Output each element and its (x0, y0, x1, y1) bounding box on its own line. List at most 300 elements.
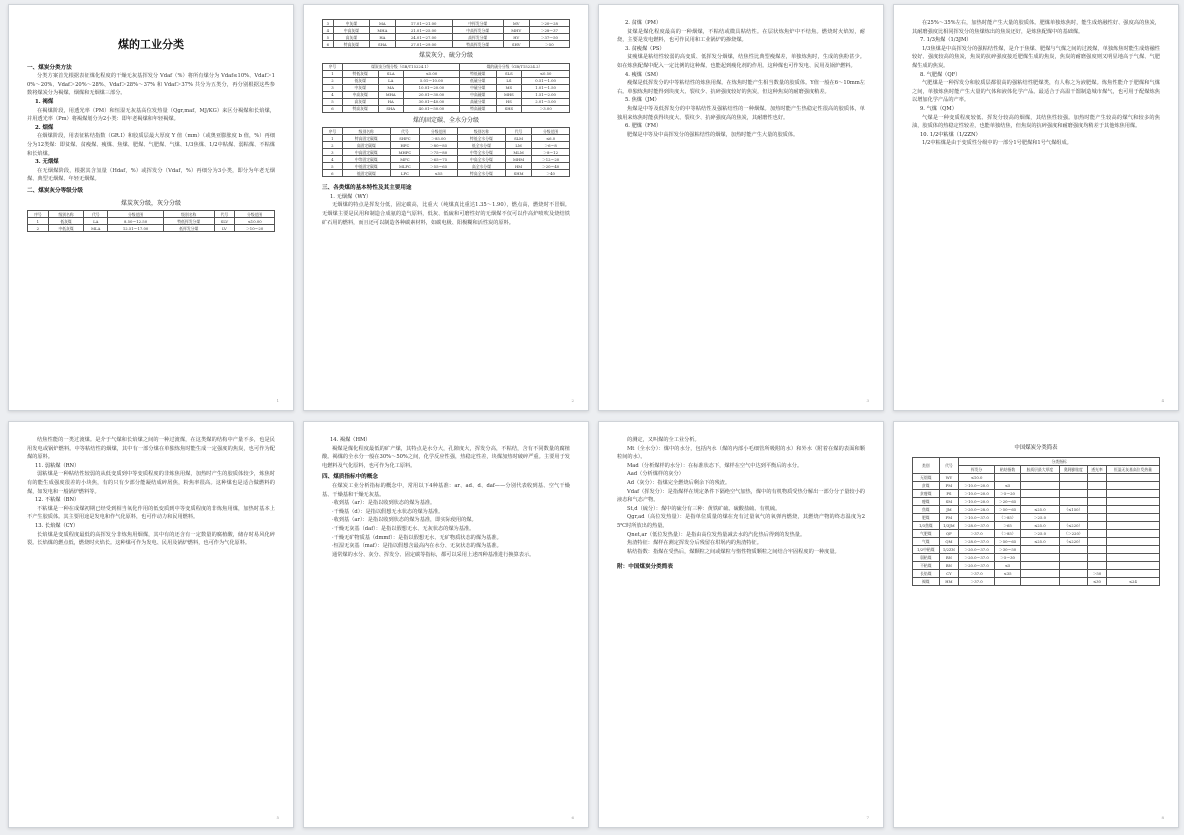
table-cell: ＞37.0 (959, 529, 995, 537)
table-cell: 弱粘煤 (913, 553, 940, 561)
table-cell: 高灰煤 (333, 34, 369, 41)
table-row (913, 513, 1160, 521)
table-cell: 1/3焦煤 (913, 521, 940, 529)
table-cell: 1/2ZN (939, 545, 959, 553)
table-cell: SHFC (390, 135, 419, 142)
table-cell: MS (496, 84, 522, 91)
table-row (323, 142, 570, 149)
table-cell: 2 (323, 77, 343, 84)
table-cell: 特高全水分煤 (457, 170, 505, 177)
paragraph: 不粘煤是一种在成煤初期已经受到相当氧化作用的低变质到中等变质程度的非炼焦用煤，加热时基本上不产生胶质体。其主要用途是发电和作气化原料，也可作动力和民用燃料。 (27, 505, 275, 521)
table-cell: 中灰煤 (333, 20, 369, 27)
table-cell: ＞40 (532, 170, 570, 177)
table-cell: ≤6.0 (532, 135, 570, 142)
table-header: 奥阿膨胀度 (1059, 465, 1088, 473)
table-cell: 1.01～1.50 (522, 84, 570, 91)
table-header: 煤的硫分分级（GB/T15224.2） (459, 63, 569, 70)
table-cell (1059, 577, 1088, 585)
table-cell: 6 (323, 41, 334, 48)
table-cell (1088, 481, 1107, 489)
paragraph: 1/3焦煤是中高挥发分的强粘结性煤，是介于焦煤、肥煤与气煤之间的过渡煤，单独炼焦时能生成熔融性较好、强度较高的焦炭，焦炭的抗碎强度接近肥煤生成的焦炭，焦炭的耐磨强度则又明显地高于气煤、气肥煤生成的焦炭。 (912, 45, 1160, 69)
table-cell (1106, 553, 1159, 561)
table-cell (1088, 505, 1107, 513)
table-cell: 1/2中粘煤 (913, 545, 940, 553)
paragraph: Mt（全水分）：煤中的水分，包括内水（煤的内部小毛细管所吸附的水）和外水（附着在煤的表面和颗粒间的水）。 (617, 445, 865, 461)
table-cell: ＞10.0～20.0 (959, 481, 995, 489)
table-cell: 6 (323, 105, 343, 112)
table-cell: ＞5～30 (994, 553, 1020, 561)
table-cell: （＞85） (994, 529, 1020, 537)
table-cell: MHV (503, 27, 529, 34)
subsection-heading: 7. 1/3焦煤（1/3JM） (920, 37, 972, 44)
table-cell: 中挥发分煤 (452, 20, 503, 27)
bullet-item: ·收到基（ar）：是指以收到状态的煤为基准，即实际使用的煤。 (332, 517, 477, 524)
table-cell: 焦煤 (913, 505, 940, 513)
table-cell (1059, 473, 1088, 481)
section-heading: 一、煤炭分类方法 (27, 64, 72, 71)
table-cell: ＞28.0～37.0 (959, 521, 995, 529)
table-row (323, 149, 570, 156)
table-row (323, 98, 570, 105)
table-cell: 5 (323, 163, 343, 170)
page-3 (598, 4, 884, 411)
table-header: 胶质层最大厚度 (1021, 465, 1059, 473)
table-row (28, 225, 275, 232)
table-cell: 高全水分煤 (457, 163, 505, 170)
table-cell: QF (939, 529, 959, 537)
table-caption: 煤炭灰分级，灰分分级 (120, 199, 181, 207)
table-cell: 高灰煤 (342, 98, 378, 105)
table-cell: 5.01～10.00 (403, 77, 459, 84)
table-cell (1106, 561, 1159, 569)
table-cell (994, 473, 1020, 481)
table-row (913, 529, 1160, 537)
page-number: 3 (866, 398, 869, 404)
paragraph: 在无烟煤阶段，根据其含氢量（Hdaf，%）或挥发分（Vdaf，%）再细分为3小类，即分为年老无烟煤、典型无烟煤、年轻无烟煤。 (27, 167, 275, 183)
table-cell: SLS (496, 70, 522, 77)
table-cell: 中等固定碳煤 (342, 156, 390, 163)
bullet-item: ·收到基（ar）：是指以收到状态的煤为基准。 (332, 500, 436, 507)
table-header: 级别名称 (164, 211, 214, 218)
table-cell (994, 577, 1020, 585)
table-cell (1088, 489, 1107, 497)
table-cell: ＞50 (529, 41, 569, 48)
table-cell: 特高挥发分煤 (452, 41, 503, 48)
table-cell: ＞20.0～37.0 (959, 553, 995, 561)
paragraph: Vdaf（挥发分）：是指煤样在规定条件下隔绝空气加热，煤中的有机物质受热分解出一部分分子量较小的液态和气态产物。 (617, 488, 865, 504)
table-cell (1106, 489, 1159, 497)
table-caption: 煤炭灰分、硫分分级 (418, 52, 473, 59)
table-cell: MV (503, 20, 529, 27)
page-number: 7 (866, 815, 869, 821)
ash-volatile-table (27, 210, 275, 232)
table-header: 代号 (390, 128, 419, 135)
page-number: 4 (1161, 398, 1164, 404)
table-row (913, 545, 1160, 553)
table-header: 类别 (913, 457, 940, 473)
table-header: 分级范围 (420, 128, 458, 135)
paragraph: 在煤炭工业分析指标的概念中，常用以下4种基准：ar、ad、d、daf——分别代表收到基、空气干燥基、干燥基和干燥无灰基。 (322, 482, 570, 498)
table-cell (1106, 537, 1159, 545)
table-cell (1021, 497, 1059, 505)
table-cell: 1 (323, 135, 343, 142)
table-cell: 特高灰煤 (333, 41, 369, 48)
subsection-heading: 3. 贫瘦煤（PS） (625, 45, 665, 52)
coal-classification-table (912, 457, 1160, 586)
table-cell: ＞80～85 (420, 142, 458, 149)
table-cell: ≤25.0 (1021, 505, 1059, 513)
table-cell (1106, 521, 1159, 529)
paragraph: 长焰煤是变质程度最低的高挥发分非炼焦用烟煤，其中有的还含有一定数量的腐植酸，储存时易风化碎裂。长焰煤的燃点低，燃烧时火焰长。这种煤可作为发电、民用及锅炉燃料，也可作为气化原料。 (27, 531, 275, 547)
table-cell: 1/3JM (939, 521, 959, 529)
table-cell: SHS (496, 105, 522, 112)
table-cell: （≤220） (1059, 537, 1088, 545)
table-cell: QM (939, 537, 959, 545)
table-cell (1106, 505, 1159, 513)
table-header: 代号 (84, 211, 108, 218)
table-cell: ＞20.0～37.0 (959, 545, 995, 553)
paragraph: 分类方案首先根据表征煤化程度的干燥无灰基挥发分 Vdaf（%）将所有煤分为 Vdaf≤10%、Vdaf＞10%～20%、Vdaf＞20%～28%、Vdaf＞28%～37% 和 Vdaf＞37% 共分为五类分，再分别根据这些参数将煤炭分为褐煤、烟煤和无烟煤三部分。 (27, 73, 275, 97)
subsection-heading: 1. 褐煤 (35, 98, 54, 105)
table-header: 透光率 (1088, 465, 1107, 473)
table-cell: 12.51～17.00 (108, 225, 164, 232)
table-cell (1059, 481, 1088, 489)
table-row (323, 135, 570, 142)
table-cell (1106, 497, 1159, 505)
table-cell: 1 (323, 70, 343, 77)
page-number: 5 (276, 815, 279, 821)
table-cell (1021, 481, 1059, 489)
table-cell: ＞65～75 (420, 156, 458, 163)
table-row (323, 91, 570, 98)
table-cell: 3 (323, 20, 334, 27)
table-cell: 长焰煤 (913, 569, 940, 577)
table-cell: PM (939, 481, 959, 489)
table-cell: 21.01～25.00 (395, 27, 452, 34)
subsection-heading: 8. 气肥煤（QF） (920, 71, 961, 78)
table-cell: ＞20～65 (994, 497, 1020, 505)
table-row (28, 218, 275, 225)
table-cell: 低灰煤 (342, 77, 378, 84)
table-cell: 特低灰煤 (342, 70, 378, 77)
table-header: 分类指标 (959, 457, 1160, 465)
table-cell: MA (378, 84, 403, 91)
subsection-heading: 11. 弱粘煤（RN） (35, 462, 80, 469)
paragraph: Qgr,ad（高位发热量）：是指单位质量的煤在充有过量氧气的氧弹内燃烧，其燃烧产物的终态温度为25℃时所放出的热量。 (617, 514, 865, 529)
table-cell (1059, 561, 1088, 569)
table-row (913, 481, 1160, 489)
table-row (323, 41, 570, 48)
appendix-heading: 附：中国煤炭分类简表 (617, 564, 673, 571)
page-1 (8, 4, 294, 411)
table-cell: ≤30 (1088, 577, 1107, 585)
table-header: 序号 (323, 128, 343, 135)
table-cell (1088, 497, 1107, 505)
table-cell (1106, 481, 1159, 489)
section-heading: 三、各类煤的基本特性及其主要用途 (322, 185, 412, 192)
table-cell: HV (503, 34, 529, 41)
table-cell: ＞37.0 (959, 569, 995, 577)
page-number: 6 (571, 815, 574, 821)
paragraph: Ad（灰分）：指煤完全燃烧后剩余下的残渣。 (627, 479, 731, 486)
paragraph: 的测定，又叫煤的全工业分析。 (627, 437, 700, 443)
table-cell: 瘦煤 (913, 497, 940, 505)
table-cell: ＞20～40 (532, 163, 570, 170)
table-cell: 1.51～2.00 (522, 91, 570, 98)
table-cell (1059, 545, 1088, 553)
table-cell: ＞10～20 (235, 225, 275, 232)
paragraph: 褐煤是煤化程度最低的矿产煤，其特点是水分大，孔隙度大，挥发分高，不粘结，含有不同数量的腐植酸。褐煤的全水分一般在30%～50%之间，化学反应性强，热稳定性差，块煤加热时破碎严重。主要用于发电燃料及气化原料，也可作为化工原料。 (322, 445, 570, 469)
table-cell: 30.01～40.00 (403, 98, 459, 105)
table-cell: 4 (323, 91, 343, 98)
table-row (323, 34, 570, 41)
table-cell: 3 (323, 84, 343, 91)
subsection-heading: 12. 不粘煤（BN） (35, 497, 80, 504)
page-7 (598, 421, 884, 828)
table-cell: ＞8～12 (532, 149, 570, 156)
table-cell: HS (496, 98, 522, 105)
table-cell: 气肥煤 (913, 529, 940, 537)
paragraph: 贫煤是煤化程度最高的一种烟煤，不粘结或微具粘结性。在层状炼焦炉中不结焦。燃烧时火焰短，耐烧，主要是发电燃料，也可作民用和工业锅炉的掺烧煤。 (617, 28, 865, 44)
table-cell: MLA (84, 225, 108, 232)
table-cell (1106, 569, 1159, 577)
table-cell (1088, 545, 1107, 553)
table-cell: 特高硫煤 (459, 105, 496, 112)
table-row (323, 163, 570, 170)
table-row (323, 84, 570, 91)
table-cell: ≤35 (994, 569, 1020, 577)
table-cell: 特低挥发分煤 (164, 218, 214, 225)
paragraph: 气煤是一种变质程度较低、挥发分较高的烟煤，其结焦性较强。加热时能产生较高的煤气和较多的焦油，胶质体的热稳定性较差，也能单独结焦，但焦炭的抗碎强度和耐磨强度均稍差于其他炼焦用煤。 (912, 114, 1160, 130)
table-cell: ＞55～65 (420, 163, 458, 170)
table-cell: WY (939, 473, 959, 481)
table-cell: 无烟煤 (913, 473, 940, 481)
table-cell: 高硫分煤 (459, 98, 496, 105)
table-cell: SHA (378, 105, 403, 112)
table-cell: ＞50～65 (994, 537, 1020, 545)
table-cell: （≤220） (1059, 521, 1088, 529)
appendix-table-title: 中国煤炭分类简表 (1014, 445, 1058, 451)
table-cell: ＞12～20 (532, 156, 570, 163)
table-cell: 贫瘦煤 (913, 489, 940, 497)
table-cell (1088, 521, 1107, 529)
table-cell: 8.50～12.50 (108, 218, 164, 225)
paragraph: 贫瘦煤是粘结性较弱的高变质、低挥发分烟煤，结焦性比典型瘦煤差，单独炼焦时，生成的焦粉甚少。如在炼焦配煤中配入一定比例的这种煤，也能起到瘦化剂的作用。这种煤也可作发电、民用及锅炉燃料。 (617, 54, 865, 69)
table-cell: 24.01～27.00 (395, 34, 452, 41)
table-cell: ＞5～20 (994, 489, 1020, 497)
table-cell: ＞20～28 (529, 20, 569, 27)
table-row (913, 577, 1160, 585)
table-cell: HM (939, 577, 959, 585)
table-cell (1106, 545, 1159, 553)
table-cell: 特低硫煤 (459, 70, 496, 77)
table-cell: ≤5 (994, 561, 1020, 569)
table-cell: SLA (378, 70, 403, 77)
table-row (323, 77, 570, 84)
paragraph: 在25%～35%左右，加热时能产生大量的胶质体。肥煤单独炼焦时，能生成熔融性好、强度高的焦炭，其耐磨强度比相同挥发分的焦煤炼出的焦炭还好，是炼焦配煤中的基础煤。 (912, 20, 1160, 35)
table-cell: ≤10.00 (235, 218, 275, 225)
table-cell (1021, 489, 1059, 497)
table-cell: 20.01～30.00 (403, 91, 459, 98)
table-cell: FM (939, 513, 959, 521)
table-cell: 中低灰煤 (48, 225, 84, 232)
table-cell: SLV (214, 218, 235, 225)
table-cell (1021, 569, 1059, 577)
paragraph: 在褐煤阶段，用透光率（PM）和恒湿无灰基高位发热量（Qgr,maf，MJ/KG）来区分褐煤和长焰煤，并用透光率（Pm）将褐煤划分为2小类：即年老褐煤和年轻褐煤。 (27, 107, 275, 123)
table-cell: 6 (323, 170, 343, 177)
table-cell: 5 (323, 98, 343, 105)
table-cell: ＞6～8 (532, 142, 570, 149)
table-cell: 中高挥发分煤 (452, 27, 503, 34)
table-row (913, 553, 1160, 561)
paragraph: Mad（分析煤样的水分）：在标准状态下，煤样在空气中达到平衡后的水分。 (627, 462, 803, 469)
table-cell: （≤150） (1059, 505, 1088, 513)
table-cell: ≤5.00 (403, 70, 459, 77)
table-cell: 中低固定碳煤 (342, 163, 390, 170)
table-cell: 5 (323, 34, 334, 41)
table-row (913, 489, 1160, 497)
table-cell: ≤25.0 (1021, 521, 1059, 529)
table-cell: 40.01～50.00 (403, 105, 459, 112)
paragraph: 结焦性能的一类过渡煤。是介于气煤和长焰煤之间的一种过渡煤，在这类煤的结构中产量不多，也是民用发电或锅炉燃料。中等粘结性的烟煤，其中有一部分煤在单独炼焦时能生成一定强度的焦炭，也可作为配煤的原料。 (27, 437, 275, 461)
page-4 (893, 4, 1179, 411)
table-cell: RN (939, 553, 959, 561)
table-cell: ≤24 (1106, 577, 1159, 585)
table-cell: LS (496, 77, 522, 84)
paragraph: 气肥煤是一种挥发分和胶质层都很高的强粘结性肥煤类，有人称之为液肥煤。炼焦性能介于肥煤和气煤之间，单独炼焦时能产生大量的气体和液体化学产品。最适合于高温干馏制造城市煤气，也可用于配煤炼焦以增加化学产品的产率。 (912, 80, 1160, 104)
table-header: 分级范围 (532, 128, 570, 135)
table-cell: ＞85.00 (420, 135, 458, 142)
table-cell: 1 (28, 218, 49, 225)
table-cell: MLM (505, 149, 531, 156)
table-cell: JM (939, 505, 959, 513)
table-cell: PS (939, 489, 959, 497)
table-header: 分级范围 (235, 211, 275, 218)
table-row (323, 20, 570, 27)
bullet-item: ·干燥无灰基（daf）：是指以假想无水、无灰状态的煤为基准。 (332, 525, 475, 532)
table-cell: （＞220） (1059, 529, 1088, 537)
bullet-item: ·恒湿无灰基（maf）：是指以假想含最高内在水分、无灰状态的煤为基准。 (332, 543, 502, 550)
table-cell: 低固定碳煤 (342, 170, 390, 177)
table-cell: SHV (503, 41, 529, 48)
table-header: 代号 (939, 457, 959, 473)
table-cell (1088, 553, 1107, 561)
table-cell: 2.01～3.00 (522, 98, 570, 105)
table-cell: ＞65 (994, 521, 1020, 529)
table-row (913, 569, 1160, 577)
section-heading: 四、煤质指标中的概念 (322, 474, 378, 481)
table-cell: 0.51～1.00 (522, 77, 570, 84)
page-2 (303, 4, 589, 411)
table-cell: 特低全水分煤 (457, 135, 505, 142)
table-cell (1059, 489, 1088, 497)
table-cell: SLM (505, 135, 531, 142)
paragraph: 无烟煤的特点是挥发分低，固定碳高，比重大（纯煤真比重达1.35～1.90），燃点高，燃烧时不冒烟。无烟煤主要是民用和制造合成氨的造气原料，低灰、低硫和可磨性好的无烟煤不仅可以作高炉喷吹及烧结铁矿石用的燃料，而且还可以制造各种碳素材料，如碳电极、阳极糊和活性炭的原料。 (322, 202, 570, 226)
table-cell: ＞25.0 (1021, 513, 1059, 521)
table-caption: 煤的固定碳、全水分分级 (412, 116, 479, 124)
table-header: 代号 (214, 211, 235, 218)
paragraph: 肥煤是中等及中高挥发分的强粘结性的烟煤，加热时能产生大量的胶质体。 (627, 131, 799, 138)
table-row (913, 561, 1160, 569)
table-cell (1059, 497, 1088, 505)
table-cell: 低硫分煤 (459, 77, 496, 84)
table-cell: 不粘煤 (913, 561, 940, 569)
table-cell: LV (214, 225, 235, 232)
table-header: 级别名称 (457, 128, 505, 135)
subsection-heading: 13. 长焰煤（CY） (35, 522, 79, 529)
table-cell (1088, 561, 1107, 569)
table-cell: ＞10.0～37.0 (959, 513, 995, 521)
table-header: 序号 (28, 211, 49, 218)
table-cell: 低挥发分煤 (164, 225, 214, 232)
table-cell (1106, 473, 1159, 481)
table-cell: BN (939, 561, 959, 569)
table-cell: MHA (378, 91, 403, 98)
table-cell: SHM (505, 170, 531, 177)
section-heading: 二、煤炭灰分等级分级 (27, 187, 83, 194)
table-cell: ＞30～50 (994, 545, 1020, 553)
table-cell: ＞50～65 (994, 505, 1020, 513)
subsection-heading: 1. 无烟煤（WY） (330, 193, 372, 200)
volatile-continued-table (322, 19, 570, 48)
table-cell: 中高灰煤 (333, 27, 369, 34)
table-cell: ≤10.0 (959, 473, 995, 481)
table-cell: LA (84, 218, 108, 225)
table-cell: 低全水分煤 (457, 142, 505, 149)
table-cell: ＞3.00 (522, 105, 570, 112)
paragraph: 焦煤是中等及低挥发分的中等粘结性及强粘结性的一种烟煤。加热时能产生热稳定性很高的胶质体，单独用来炼焦时能获得块度大、裂纹少、抗碎强度高的焦炭，其耐磨性也好。 (617, 105, 865, 121)
table-cell: LA (378, 77, 403, 84)
table-cell: HFC (390, 142, 419, 149)
table-cell: ＞37～50 (529, 34, 569, 41)
subsection-heading: 5. 焦煤（JM） (625, 97, 660, 104)
table-cell: ＞28～37 (529, 27, 569, 34)
table-cell: ≤25.0 (1021, 537, 1059, 545)
table-cell: ＞75～80 (420, 149, 458, 156)
paragraph: St,d（硫分）：煤中的硫分有三种：黄铁矿硫、硫酸盐硫、有机硫。 (627, 505, 781, 512)
table-row (913, 473, 1160, 481)
table-cell: 2 (28, 225, 49, 232)
page-6 (303, 421, 589, 828)
table-cell: MFC (390, 156, 419, 163)
table-cell: ≤55 (420, 170, 458, 177)
table-cell: LM (505, 142, 531, 149)
subsection-heading: 3. 无烟煤 (35, 159, 59, 166)
table-cell: 中灰煤 (342, 84, 378, 91)
table-header: 代号 (505, 128, 531, 135)
table-cell: ＞28.0～37.0 (959, 537, 995, 545)
subsection-heading: 6. 肥煤（FM） (625, 123, 662, 130)
table-cell: 特高固定碳煤 (342, 135, 390, 142)
table-row (323, 156, 570, 163)
table-cell (1021, 577, 1059, 585)
table-row (913, 537, 1160, 545)
table-header: 粘结指数 (994, 465, 1020, 473)
bullet-item: ·干燥无矿物质基（dmmf）：是指以假想无水、无矿物质状态的煤为基准。 (332, 534, 502, 541)
paragraph: 通常煤的水分、灰分、挥发分、固定碳等指标，都可以采用上述四种基准进行换算表示。 (332, 551, 535, 558)
table-cell (1106, 529, 1159, 537)
table-cell (1088, 537, 1107, 545)
table-cell (1021, 553, 1059, 561)
table-cell (1088, 513, 1107, 521)
table-row (323, 27, 570, 34)
table-cell: MHS (496, 91, 522, 98)
table-cell: 气煤 (913, 537, 940, 545)
table-cell: 10.01～20.00 (403, 84, 459, 91)
table-cell: MA (369, 20, 395, 27)
subsection-heading: 2. 贫煤（PM） (625, 20, 662, 26)
table-cell: 中硫分煤 (459, 84, 496, 91)
